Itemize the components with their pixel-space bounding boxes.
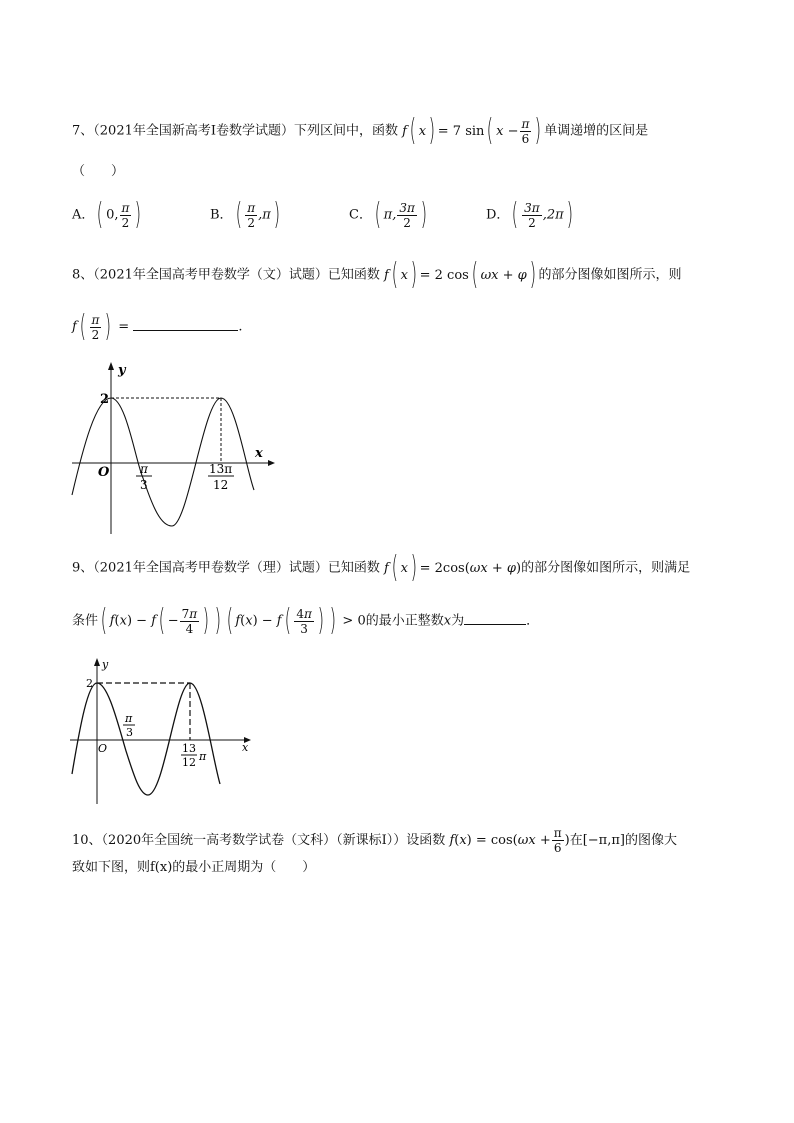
q9-stem: 已知函数 — [327, 560, 380, 576]
q9-line — [72, 550, 691, 585]
q10-line2: 致如下图，则f(x)的最小正周期为（ ） — [72, 860, 316, 875]
q7-option-b[interactable]: B．( $\frac{\pi}{2}$ ,π) — [210, 197, 280, 232]
q7-option-d[interactable]: D．( $\frac{3\pi}{2}$ ,2π) — [486, 197, 573, 232]
q9-tick2-num: 13 — [182, 742, 196, 755]
q7-source: （2021年全国新高考Ⅰ卷数学试题） — [93, 123, 295, 139]
q8-tick1-den: 3 — [140, 478, 148, 492]
q8-number: 8、 — [72, 267, 94, 283]
q7-option-c[interactable]: C．( π, $\frac{3\pi}{2}$ ) — [349, 197, 427, 232]
q9-y-tick-2: 2 — [86, 677, 93, 690]
q8-answer-line: f( $\frac{\pi}{2}$ ) = . — [72, 309, 243, 344]
q9-graph — [68, 656, 258, 806]
q9-tick1-num: π — [125, 712, 133, 725]
q8-line — [72, 257, 682, 292]
q8-answer-blank[interactable] — [133, 316, 238, 331]
q7-stem: 下列区间中，函数 — [294, 123, 399, 139]
q7-option-a[interactable]: A．( 0, $\frac{\pi}{2}$ ) — [72, 197, 142, 232]
q8-graph — [68, 358, 278, 538]
q10-source: （2020年全国统一高考数学试卷（文科）（新课标Ⅰ）） — [101, 833, 407, 848]
q8-origin: O — [98, 465, 110, 480]
q10-line — [72, 826, 677, 855]
q9-tail: 的部分图像如图所示，则满足 — [521, 560, 691, 576]
q9-condition: 条件( f(x) − f( − $\frac{7\pi}{4}$ ) ) ( f(x) − f( $\frac{4\pi}{3}$ ) ) > 0的最小正整数x为 ． — [72, 603, 540, 638]
q8-y-arrow — [108, 362, 114, 370]
q9-y-label: y — [102, 658, 109, 671]
q8-source: （2021年全国高考甲卷数学（文）试题） — [93, 267, 328, 283]
q7-answer-paren: （ ） — [72, 164, 125, 179]
q8-tick2-num: 13π — [209, 462, 233, 476]
q9-tick2-pi: π — [199, 750, 207, 763]
q9-origin: O — [98, 742, 108, 755]
q10-stem: 设函数 — [406, 833, 446, 848]
q8-x-label: x — [255, 446, 263, 461]
q9-source: （2021年全国高考甲卷数学（理）试题） — [93, 560, 328, 576]
q10-formula: f(x) = cos(ωx + $\frac{\pi}{6}$ ) — [449, 826, 570, 855]
q9-answer-blank[interactable] — [464, 610, 526, 625]
q9-number: 9、 — [72, 560, 94, 576]
q7-line — [72, 113, 649, 148]
q8-tail: 的部分图像如图所示，则 — [538, 267, 682, 283]
q9-y-arrow — [94, 658, 100, 666]
q8-formula: f( x) = 2 cos( ωx + φ) — [384, 257, 536, 292]
q8-x-arrow — [268, 460, 275, 466]
q8-y-label: y — [118, 363, 126, 378]
q9-x-label: x — [242, 741, 249, 754]
q7-number: 7、 — [72, 123, 94, 139]
q8-y-tick-2: 2 — [100, 392, 110, 407]
q8-stem: 已知函数 — [327, 267, 380, 283]
q7-tail: 单调递增的区间是 — [544, 123, 649, 139]
q8-tick2-den: 12 — [213, 478, 229, 492]
q9-tick1-den: 3 — [126, 726, 133, 739]
q9-curve — [72, 683, 220, 795]
q10-number: 10、 — [72, 833, 102, 848]
q7-formula: f( x) = 7 sin( x − $\frac{\pi}{6}$ ) — [402, 113, 542, 148]
q9-formula: f( x) = 2cos(ωx + φ) — [384, 550, 522, 585]
q8-tick1-num: π — [140, 462, 148, 476]
q9-tick2-den: 12 — [182, 756, 196, 769]
q10-interval: 在[−π,π]的图像大 — [569, 833, 677, 848]
